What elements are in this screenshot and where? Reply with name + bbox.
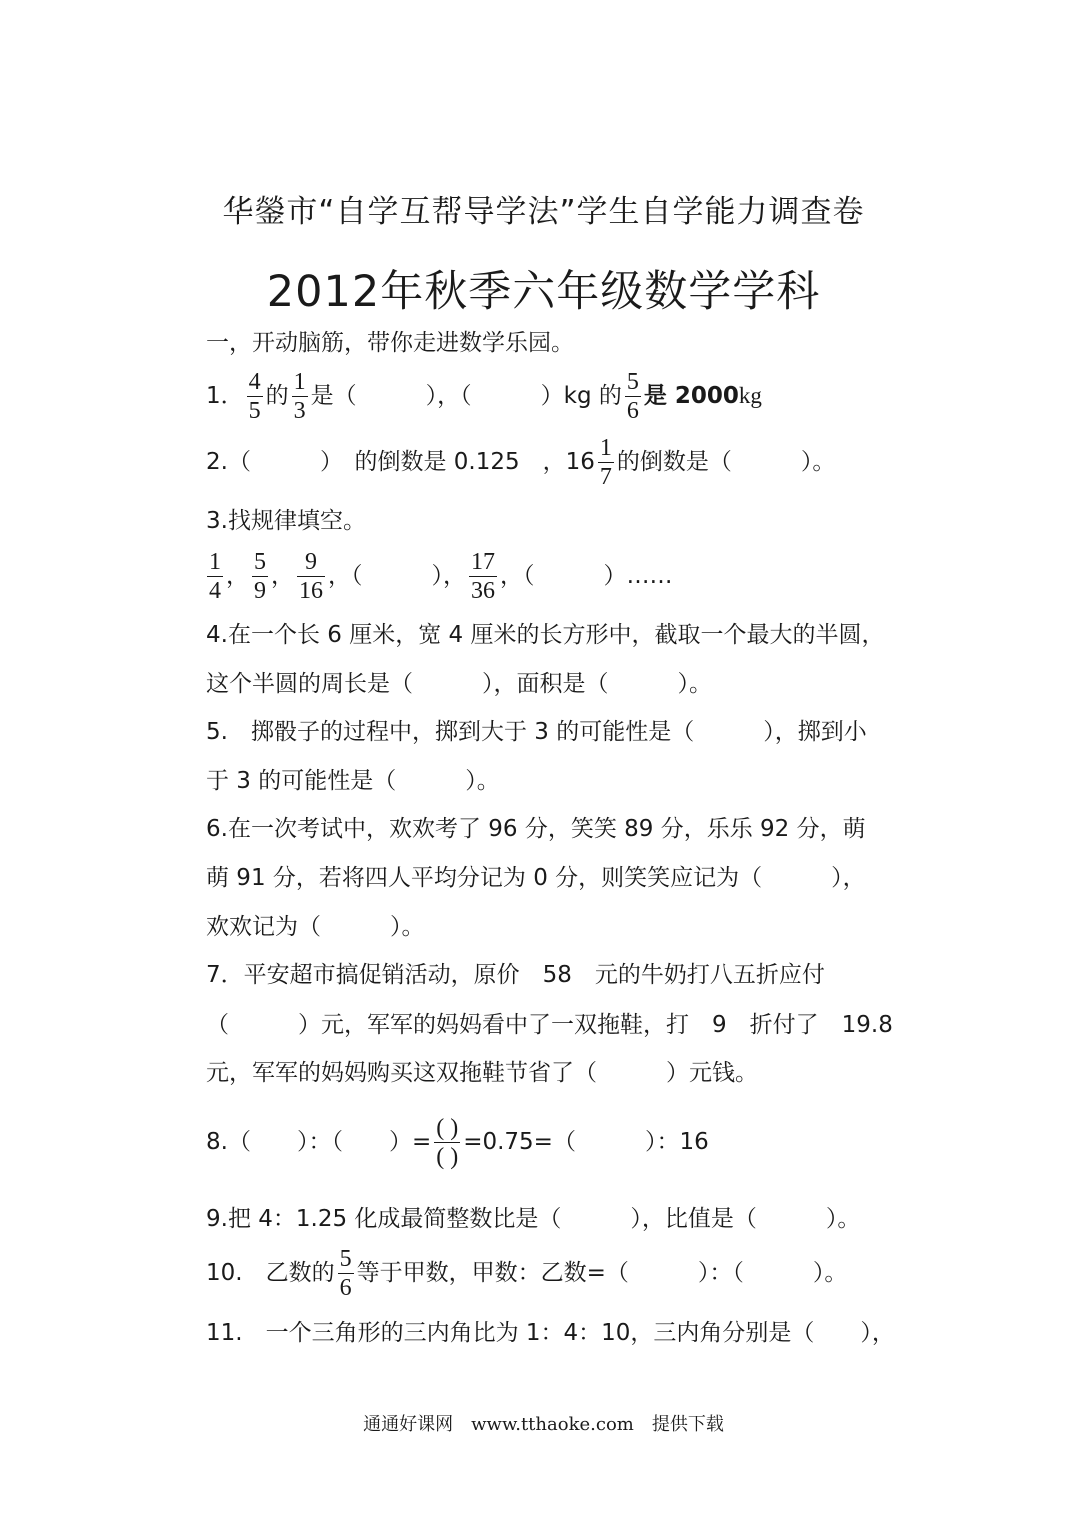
q8-text: =0.75=（ ）：16 <box>463 1129 709 1155</box>
fraction: $\frac{5}{6}$ <box>339 1246 352 1301</box>
fraction: $\frac{9}{16}$ <box>299 549 323 604</box>
question-7-line2: （ ）元，军军的妈妈看中了一双拖鞋，打 9 折付了 19.8 <box>206 1012 893 1038</box>
q2-text: 2.（ ） 的倒数是 0.125 ，16 <box>206 449 595 475</box>
q3-blank: ，（ ）， <box>328 563 466 589</box>
question-3-sequence <box>204 548 904 605</box>
question-6-line1: 6.在一次考试中，欢欢考了 96 分，笑笑 89 分，乐乐 92 分，萌 <box>206 816 866 842</box>
q1-prefix: 1． <box>206 383 244 409</box>
fraction: $\frac{5}{6}$ <box>626 369 639 424</box>
section-heading: 一，开动脑筋，带你走进数学乐园。 <box>206 330 574 356</box>
q1-unit: kg <box>738 383 762 408</box>
q2-text: 的倒数是（ ）。 <box>616 449 836 475</box>
question-2 <box>206 434 906 491</box>
fraction: $\frac{1}{4}$ <box>209 549 221 604</box>
question-4-line2: 这个半圆的周长是（ ），面积是（ ）。 <box>206 671 712 697</box>
q8-text: 8.（ ）：（ ）= <box>206 1129 432 1155</box>
question-5-line2: 于 3 的可能性是（ ）。 <box>206 768 500 794</box>
fraction: $\frac{( )}{( )}$ <box>436 1115 459 1170</box>
question-10 <box>206 1245 906 1302</box>
question-8 <box>206 1114 906 1171</box>
question-11: 11. 一个三角形的三内角比为 1：4：10，三内角分别是（ ）， <box>206 1320 895 1346</box>
exam-title: 华鎣市“自学互帮导学法”学生自学能力调查卷 <box>222 194 865 230</box>
q1-text: 是 2000 <box>643 383 739 409</box>
question-1 <box>206 368 906 425</box>
question-7-line3: 元，军军的妈妈购买这双拖鞋节省了（ ）元钱。 <box>206 1060 758 1086</box>
fraction: $\frac{17}{36}$ <box>471 549 495 604</box>
q3-blank: ，（ ）…… <box>500 563 673 589</box>
fraction: $\frac{1}{3}$ <box>293 369 306 424</box>
question-6-line3: 欢欢记为（ ）。 <box>206 914 425 940</box>
question-3-heading: 3.找规律填空。 <box>206 508 366 534</box>
q1-text: 的 <box>265 383 289 409</box>
question-9: 9.把 4：1.25 化成最简整数比是（ ），比值是（ ）。 <box>206 1206 861 1232</box>
page-footer: 通通好课网 www.tthaoke.com 提供下载 <box>363 1414 724 1435</box>
question-7-line1: 7．平安超市搞促销活动，原价 58 元的牛奶打八五折应付 <box>206 962 825 988</box>
fraction: $\frac{5}{9}$ <box>254 549 266 604</box>
question-6-line2: 萌 91 分，若将四人平均分记为 0 分，则笑笑应记为（ ）， <box>206 865 866 891</box>
exam-subtitle: 2012年秋季六年级数学学科 <box>266 267 821 317</box>
fraction: $\frac{4}{5}$ <box>248 369 261 424</box>
separator: ， <box>226 563 249 589</box>
q10-text: 等于甲数，甲数：乙数=（ ）：（ ）。 <box>356 1260 848 1286</box>
separator: ， <box>271 563 294 589</box>
question-4-line1: 4.在一个长 6 厘米，宽 4 厘米的长方形中，截取一个最大的半圆， <box>206 622 885 648</box>
q1-text: 是（ ），（ ）kg 的 <box>310 383 622 409</box>
q10-text: 10. 乙数的 <box>206 1260 335 1286</box>
question-5-line1: 5. 掷骰子的过程中，掷到大于 3 的可能性是（ ），掷到小 <box>206 719 867 745</box>
fraction: $\frac{1}{7}$ <box>599 435 612 490</box>
